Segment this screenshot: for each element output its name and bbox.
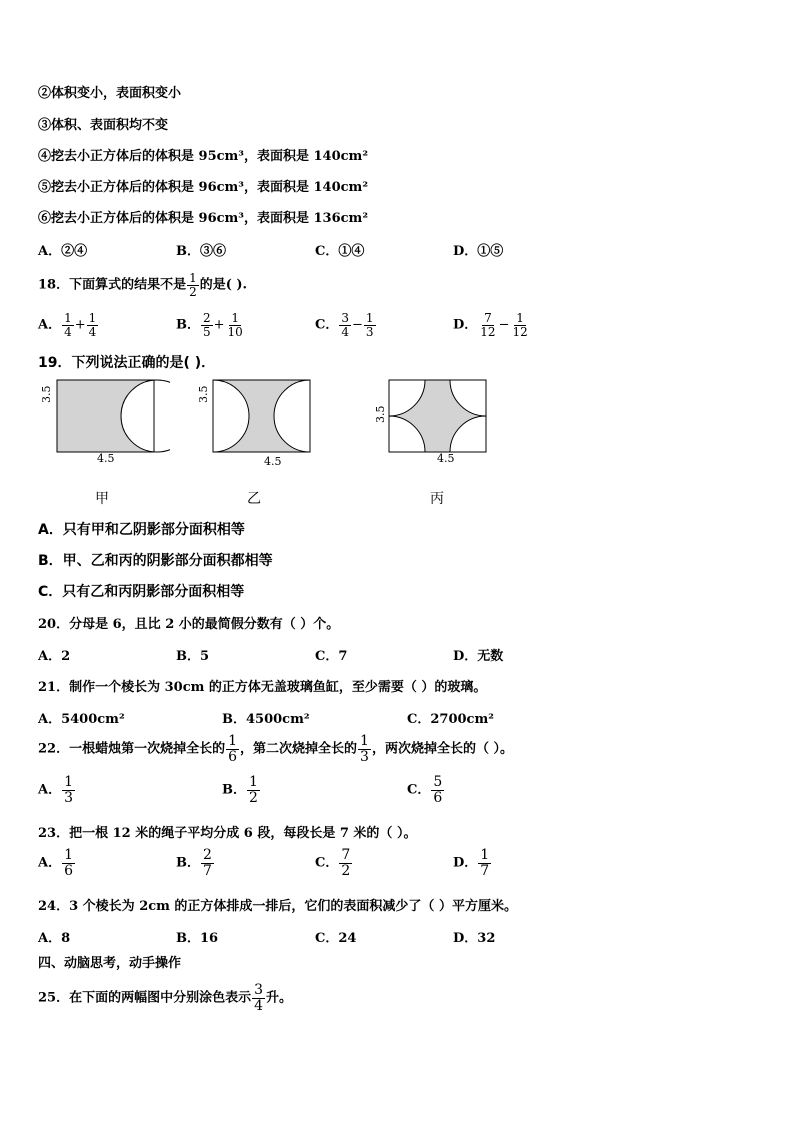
q23-option-c[interactable]: C． $\frac{7}{2}$ xyxy=(315,847,351,879)
q21-stem: 21．制作一个棱长为 30cm 的正方体无盖玻璃鱼缸，至少需要（ ）的玻璃。 xyxy=(38,680,487,695)
q20-option-c[interactable]: C．7 xyxy=(315,649,348,664)
q25-fraction: $\frac{3}{4}$ xyxy=(254,982,264,1014)
q22-stem: 22．一根蜡烛第一次烧掉全长的 $\frac{1}{6}$ ，第二次烧掉全长的 $\frac{1}{3}$ ，两次烧掉全长的（ ）。 xyxy=(38,733,513,765)
statement-6: ⑥挖去小正方体后的体积是 96cm³，表面积是 136cm² xyxy=(38,211,369,226)
q18-option-a[interactable]: A． $\frac{1}{4}$ + $\frac{1}{4}$ xyxy=(38,311,97,339)
q22-option-b[interactable]: B． $\frac{1}{2}$ xyxy=(222,774,258,806)
q20-option-d[interactable]: D．无数 xyxy=(453,649,504,664)
q22-fraction-2: $\frac{1}{3}$ xyxy=(360,733,369,765)
q22-option-a[interactable]: A． $\frac{1}{3}$ xyxy=(38,774,74,806)
q17-option-d[interactable]: D．①⑤ xyxy=(453,244,504,259)
section-heading-4: 四、动脑思考，动手操作 xyxy=(38,956,182,971)
q19-stem: 19．下列说法正确的是( )． xyxy=(38,355,216,371)
q19-option-a[interactable]: A．只有甲和乙阴影部分面积相等 xyxy=(38,522,245,538)
q23-option-d[interactable]: D． $\frac{1}{7}$ xyxy=(453,847,490,879)
q23-option-b[interactable]: B． $\frac{2}{7}$ xyxy=(176,847,212,879)
q23-option-a[interactable]: A． $\frac{1}{6}$ xyxy=(38,847,74,879)
q24-stem: 24．3 个棱长为 2cm 的正方体排成一排后，它们的表面积减少了（ ）平方厘米。 xyxy=(38,899,517,914)
figure-bing-width-label: 4.5 xyxy=(437,452,455,465)
q20-stem: 20．分母是 6，且比 2 小的最简假分数有（ ）个。 xyxy=(38,617,340,632)
q18-stem-pre: 18．下面算式的结果不是 xyxy=(38,277,187,293)
q19-option-c[interactable]: C．只有乙和丙阴影部分面积相等 xyxy=(38,584,245,600)
q18-stem-post: 的是( ). xyxy=(199,277,248,293)
figure-yi xyxy=(195,375,325,470)
q20-option-a[interactable]: A．2 xyxy=(38,649,71,664)
figure-yi-width-label: 4.5 xyxy=(264,455,282,468)
q21-option-c[interactable]: C．2700cm² xyxy=(407,712,494,727)
q19-option-b[interactable]: B．甲、乙和丙的阴影部分面积都相等 xyxy=(38,553,273,569)
figure-bing-height-label: 3.5 xyxy=(374,405,387,423)
q17-option-b[interactable]: B．③⑥ xyxy=(176,244,226,259)
caption-jia: 甲 xyxy=(95,491,109,507)
q24-option-a[interactable]: A．8 xyxy=(38,931,71,946)
caption-yi: 乙 xyxy=(247,491,261,507)
q21-option-b[interactable]: B．4500cm² xyxy=(222,712,310,727)
statement-3: ③体积、表面积均不变 xyxy=(38,118,169,133)
figure-jia-height-label: 3.5 xyxy=(40,385,53,403)
figure-yi-height-label: 3.5 xyxy=(197,385,210,403)
q24-option-c[interactable]: C．24 xyxy=(315,931,357,946)
q18-stem-fraction: $\frac{1}{2}$ xyxy=(189,271,197,299)
q24-option-d[interactable]: D．32 xyxy=(453,931,496,946)
q22-option-c[interactable]: C． $\frac{5}{6}$ xyxy=(407,774,443,806)
figure-jia-width-label: 4.5 xyxy=(97,452,115,465)
caption-bing: 丙 xyxy=(430,491,444,507)
q18-stem xyxy=(38,272,247,298)
q18-option-b[interactable]: B． $\frac{2}{5}$ + $\frac{1}{10}$ xyxy=(176,311,243,339)
statement-5: ⑤挖去小正方体后的体积是 96cm³，表面积是 140cm² xyxy=(38,180,369,195)
q23-stem: 23．把一根 12 米的绳子平均分成 6 段，每段长是 7 米的（ ）。 xyxy=(38,826,417,841)
q18-option-c[interactable]: C． $\frac{3}{4}$ − $\frac{1}{3}$ xyxy=(315,311,374,339)
q17-option-a[interactable]: A．②④ xyxy=(38,244,88,259)
statement-4: ④挖去小正方体后的体积是 95cm³，表面积是 140cm² xyxy=(38,149,369,164)
q20-option-b[interactable]: B．5 xyxy=(176,649,210,664)
statement-2: ②体积变小，表面积变小 xyxy=(38,86,182,101)
q22-fraction-1: $\frac{1}{6}$ xyxy=(228,733,238,765)
q17-option-c[interactable]: C．①④ xyxy=(315,244,365,259)
q18-option-d[interactable]: D． $\frac{7}{12}$ − $\frac{1}{12}$ xyxy=(453,311,528,339)
q25-stem: 25．在下面的两幅图中分别涂色表示 $\frac{3}{4}$ 升。 xyxy=(38,982,293,1014)
q21-option-a[interactable]: A．5400cm² xyxy=(38,712,125,727)
q24-option-b[interactable]: B．16 xyxy=(176,931,219,946)
